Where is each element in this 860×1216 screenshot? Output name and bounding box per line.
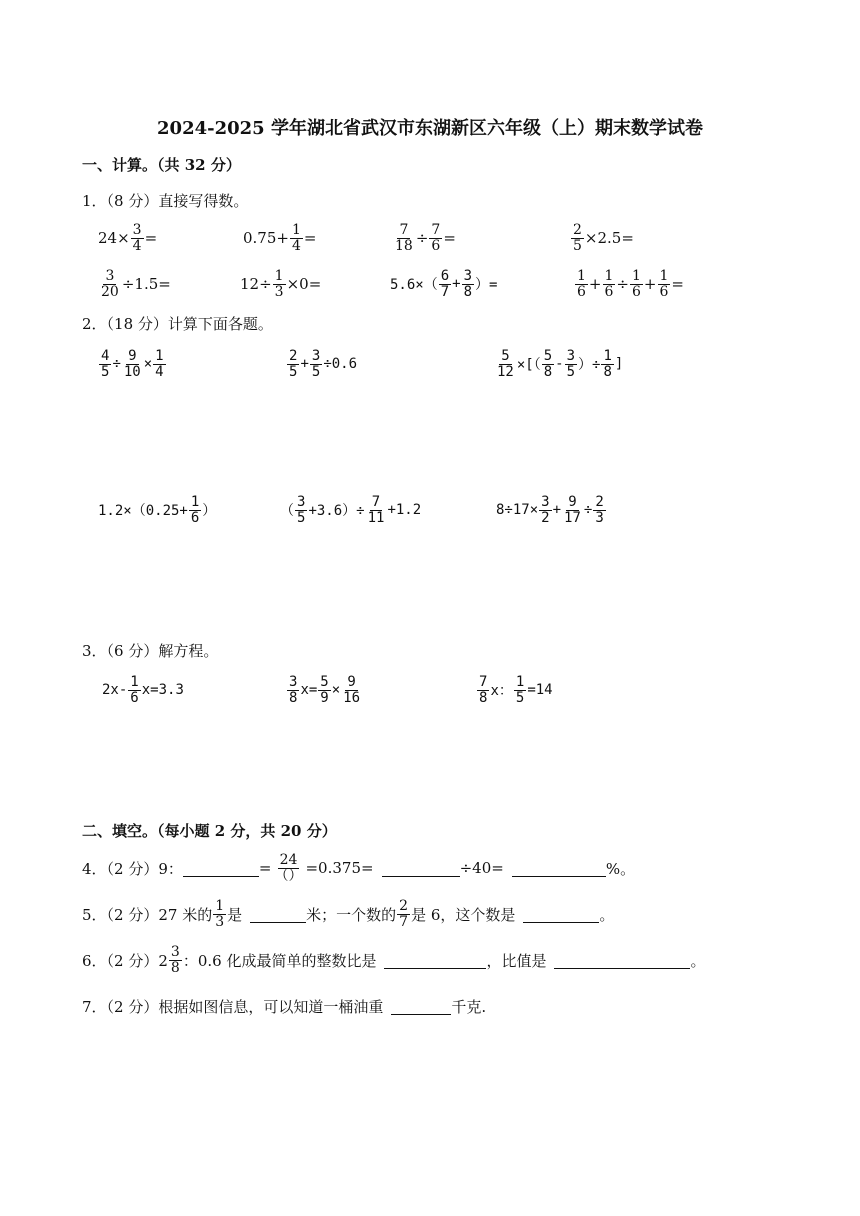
fraction <box>393 223 415 253</box>
answer-blank[interactable] <box>250 906 306 923</box>
fraction <box>310 349 322 379</box>
denominator: 6 <box>130 689 139 706</box>
expr-text: ÷0.6 <box>323 356 358 372</box>
question-text: 。 <box>599 905 615 924</box>
numerator: 9 <box>347 673 356 690</box>
denominator: 8 <box>543 363 553 380</box>
denominator: 6 <box>190 509 200 526</box>
numerator: 5 <box>320 673 329 690</box>
question-text: %。 <box>605 859 636 878</box>
answer-blank[interactable] <box>384 952 486 969</box>
fraction <box>514 675 526 705</box>
fraction <box>189 495 201 525</box>
operator: + <box>552 502 562 518</box>
expr-text: =14 <box>527 682 553 698</box>
fraction <box>593 495 605 525</box>
question-text: 5．（2 分）27 米的 <box>82 905 213 924</box>
expr-text: 12÷ <box>240 275 272 293</box>
operator: ÷ <box>583 502 593 518</box>
answer-blank[interactable] <box>512 860 606 877</box>
question-text: 。 <box>690 951 706 970</box>
question-text: ：0.6 化成最简单的整数比是 <box>182 951 377 970</box>
denominator: 7 <box>399 913 409 930</box>
denominator: 5 <box>101 363 110 380</box>
q2-expr-d <box>98 486 216 534</box>
expr-text: x： <box>490 683 513 699</box>
numerator: 24 <box>279 851 298 868</box>
denominator: 8 <box>603 363 612 380</box>
denominator: 5 <box>566 363 576 380</box>
expr-text: = <box>303 229 317 247</box>
fraction <box>439 269 451 299</box>
denominator: 5 <box>515 689 525 706</box>
numerator: 1 <box>291 221 301 238</box>
q1-expr-d <box>570 214 634 262</box>
operator: ÷ <box>415 229 429 247</box>
fraction <box>99 349 111 379</box>
numerator: 3 <box>170 943 180 960</box>
fraction <box>318 675 330 705</box>
answer-blank[interactable] <box>183 860 259 877</box>
numerator: 5 <box>543 347 553 364</box>
denominator: （） <box>274 867 303 884</box>
expr-text: ） <box>202 503 217 519</box>
expr-text: 8÷17× <box>496 502 539 518</box>
operator: - <box>555 356 564 372</box>
numerator: 1 <box>274 267 284 284</box>
q2-expr-b <box>286 340 357 388</box>
operator: + <box>452 276 461 292</box>
q1-expr-f <box>240 260 321 308</box>
question-4 <box>82 846 635 890</box>
numerator: 3 <box>463 267 473 284</box>
answer-blank[interactable] <box>554 952 690 969</box>
denominator: 17 <box>564 509 581 526</box>
denominator: 6 <box>632 283 641 300</box>
fraction <box>272 853 304 883</box>
numerator: 1 <box>130 673 139 690</box>
q1-expr-a <box>98 214 157 262</box>
numerator: 7 <box>479 673 488 690</box>
fraction <box>462 269 474 299</box>
numerator: 1 <box>190 493 200 510</box>
fraction <box>341 675 362 705</box>
fraction <box>290 223 303 253</box>
denominator: 6 <box>577 283 586 300</box>
denominator: 2 <box>541 509 550 526</box>
fraction <box>562 495 583 525</box>
numerator: 2 <box>573 221 582 238</box>
expr-text: = <box>144 229 158 247</box>
fraction <box>630 269 643 299</box>
denominator: 3 <box>215 913 225 930</box>
expr-text: 24× <box>98 229 130 247</box>
expr-text: x= <box>300 682 318 698</box>
question-text: 米；一个数的 <box>306 905 397 924</box>
expr-text: 0.75+ <box>243 229 289 247</box>
numerator: 5 <box>501 347 510 364</box>
numerator: 6 <box>440 267 450 284</box>
numerator: 3 <box>105 267 115 284</box>
question-5 <box>82 892 614 936</box>
numerator: 1 <box>632 267 641 284</box>
operator: × <box>143 356 153 372</box>
denominator: 18 <box>395 237 413 254</box>
question-text: ，比值是 <box>486 951 547 970</box>
numerator: 1 <box>515 673 525 690</box>
q1-expr-h <box>574 260 684 308</box>
question-text: ÷40= <box>459 859 504 877</box>
fraction <box>571 223 584 253</box>
fraction <box>273 269 286 299</box>
q1-expr-c <box>392 214 456 262</box>
q3-expr-b <box>286 666 363 714</box>
question-text: 7．（2 分）根据如图信息，可以知道一桶油重 <box>82 997 384 1016</box>
section-1-heading: 一、计算。（共 32 分） <box>82 156 241 174</box>
denominator: 6 <box>431 237 441 254</box>
numerator: 1 <box>604 267 614 284</box>
question-text: 是 <box>227 905 243 924</box>
numerator: 7 <box>399 221 409 238</box>
expr-text: +3.6）÷ <box>308 503 365 519</box>
expr-text: 1.2×（0.25+ <box>98 503 188 519</box>
fraction <box>122 349 143 379</box>
denominator: 8 <box>479 689 488 706</box>
numerator: 3 <box>311 347 321 364</box>
q2-expr-f <box>496 486 607 534</box>
fraction <box>131 223 144 253</box>
numerator: 1 <box>577 267 586 284</box>
expr-text: x=3.3 <box>141 682 184 698</box>
question-text: = <box>258 859 272 877</box>
numerator: 1 <box>215 897 225 914</box>
fraction <box>477 675 489 705</box>
question-text: 千克. <box>451 997 487 1016</box>
operator: ÷ <box>112 356 121 372</box>
fraction <box>128 675 140 705</box>
denominator: 12 <box>497 363 514 380</box>
operator: + <box>300 356 309 372</box>
numerator: 2 <box>289 347 298 364</box>
question-text: 是 6，这个数是 <box>411 905 516 924</box>
numerator: 3 <box>132 221 142 238</box>
question-3: 3．（6 分）解方程。 <box>82 642 219 660</box>
answer-blank[interactable] <box>391 998 451 1015</box>
fraction <box>397 899 410 929</box>
q2-expr-c <box>494 340 623 388</box>
denominator: 5 <box>297 509 306 526</box>
denominator: 3 <box>274 283 284 300</box>
operator: ÷ <box>616 275 629 293</box>
expr-text: （ <box>280 503 294 519</box>
fraction <box>603 269 616 299</box>
fraction <box>169 945 182 975</box>
denominator: 16 <box>343 689 361 706</box>
operator: × <box>331 682 341 698</box>
denominator: 3 <box>595 509 604 526</box>
expr-text: ×[（ <box>516 357 541 373</box>
question-text: 6．（2 分）2 <box>82 951 168 970</box>
denominator: 10 <box>123 363 141 380</box>
fraction <box>366 495 387 525</box>
fraction <box>213 899 226 929</box>
fraction <box>542 349 554 379</box>
numerator: 9 <box>568 493 577 510</box>
expr-text: = <box>443 229 456 247</box>
expr-text: ÷1.5= <box>121 275 171 293</box>
question-6 <box>82 938 705 982</box>
expr-text: ×2.5= <box>584 229 634 247</box>
numerator: 2 <box>399 897 409 914</box>
fraction <box>287 675 299 705</box>
section-2-heading: 二、填空。（每小题 2 分，共 20 分） <box>82 822 337 840</box>
expr-text: 2x- <box>102 682 128 698</box>
denominator: 5 <box>311 363 321 380</box>
fraction <box>539 495 551 525</box>
q3-expr-a <box>102 666 184 714</box>
numerator: 7 <box>371 493 381 510</box>
q2-expr-e <box>280 486 421 534</box>
expr-text: ] <box>614 356 624 372</box>
numerator: 1 <box>603 347 612 364</box>
expr-text: ×0= <box>286 275 322 293</box>
denominator: 11 <box>367 509 385 526</box>
q1-expr-b <box>243 214 316 262</box>
numerator: 2 <box>595 493 604 510</box>
fraction <box>153 349 165 379</box>
numerator: 7 <box>431 221 441 238</box>
denominator: 20 <box>101 283 119 300</box>
fraction <box>575 269 588 299</box>
page-title: 2024-2025 学年湖北省武汉市东湖新区六年级（上）期末数学试卷 <box>157 118 703 139</box>
numerator: 9 <box>128 347 137 364</box>
expr-text: ）= <box>475 277 498 293</box>
answer-blank[interactable] <box>523 906 599 923</box>
fraction <box>495 349 516 379</box>
expr-text: 5.6×（ <box>390 277 438 293</box>
expr-text: = <box>671 275 684 293</box>
numerator: 1 <box>155 347 164 364</box>
q1-expr-g <box>390 260 497 308</box>
fraction <box>99 269 121 299</box>
question-text: 4．（2 分）9： <box>82 859 183 878</box>
denominator: 6 <box>604 283 614 300</box>
fraction <box>295 495 307 525</box>
fraction <box>565 349 577 379</box>
denominator: 4 <box>291 237 301 254</box>
fraction <box>601 349 613 379</box>
denominator: 8 <box>463 283 473 300</box>
denominator: 5 <box>573 237 582 254</box>
question-2: 2．（18 分）计算下面各题。 <box>82 315 273 333</box>
question-text: =0.375= <box>305 859 374 877</box>
fraction <box>658 269 671 299</box>
denominator: 8 <box>170 959 180 976</box>
numerator: 3 <box>541 493 550 510</box>
fraction <box>287 349 299 379</box>
expr-text: +1.2 <box>387 502 422 518</box>
numerator: 3 <box>289 673 298 690</box>
operator: + <box>588 275 602 293</box>
denominator: 4 <box>132 237 142 254</box>
denominator: 4 <box>155 363 164 380</box>
fraction <box>429 223 442 253</box>
numerator: 3 <box>297 493 306 510</box>
expr-text: ）÷ <box>578 357 601 373</box>
denominator: 7 <box>440 283 450 300</box>
q1-expr-e <box>98 260 171 308</box>
denominator: 5 <box>289 363 298 380</box>
operator: + <box>643 275 657 293</box>
denominator: 8 <box>289 689 298 706</box>
answer-blank[interactable] <box>382 860 460 877</box>
q2-expr-a <box>98 340 167 388</box>
denominator: 9 <box>320 689 329 706</box>
numerator: 3 <box>566 347 576 364</box>
q3-expr-c <box>476 666 553 714</box>
numerator: 1 <box>659 267 669 284</box>
denominator: 6 <box>659 283 669 300</box>
numerator: 4 <box>101 347 110 364</box>
question-1: 1．（8 分）直接写得数。 <box>82 192 249 210</box>
question-7 <box>82 984 486 1028</box>
